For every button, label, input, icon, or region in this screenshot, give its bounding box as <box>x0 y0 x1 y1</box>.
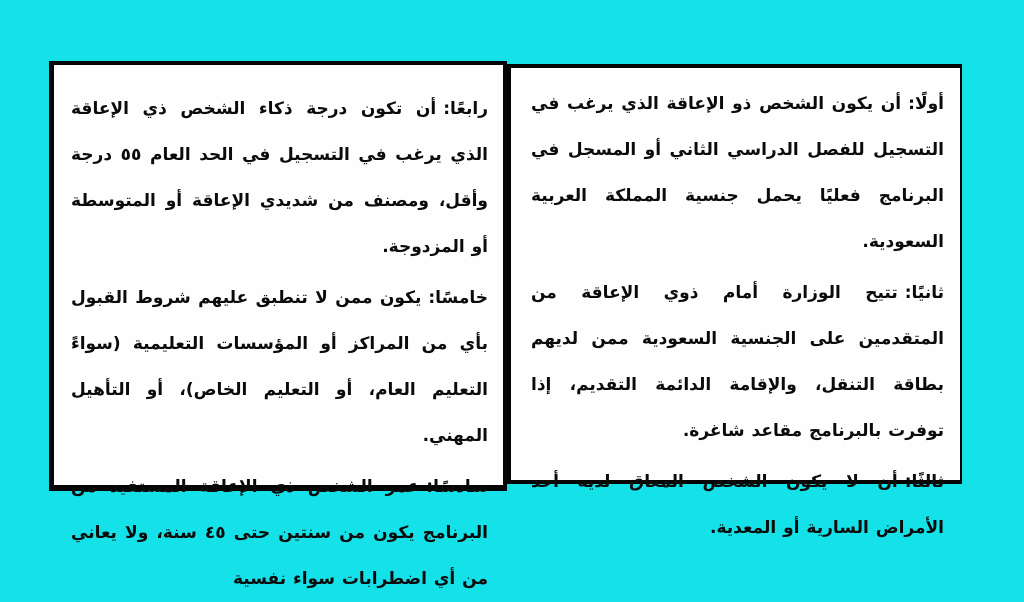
requirement-text-third: أن لا يكون الشخص المعاق لديه أحد الأمراض السارية أو المعدية. <box>531 472 944 538</box>
page-panel-left <box>49 61 507 589</box>
requirement-item-fifth <box>71 275 488 459</box>
requirement-text-sixth: عمر الشخص ذي الإعاقة المستفيد من البرنامج يكون من سنتين حتى ٤٥ سنة، ولا يعاني من أي اضطرابات سواء نفسية <box>71 477 488 589</box>
requirement-text-first: أن يكون الشخص ذو الإعاقة الذي يرغب في التسجيل للفصل الدراسي الثاني أو المسجل في البرنامج فعليًا يحمل جنسية المملكة العربية السعودية. <box>531 94 944 252</box>
ordinal-first: أولًا: <box>908 94 944 114</box>
ordinal-sixth: سادسًا: <box>426 477 488 497</box>
requirement-text-fourth: أن تكون درجة ذكاء الشخص ذي الإعاقة الذي يرغب في التسجيل في الحد العام ٥٥ درجة وأقل، ومصنف من شديدي الإعاقة أو المتوسطة أو المزدوجة. <box>71 99 489 257</box>
ordinal-fifth: خامسًا: <box>428 288 488 308</box>
page-panel-right <box>507 64 962 538</box>
ordinal-fourth: رابعًا: <box>443 99 488 119</box>
requirement-text-fifth: يكون ممن لا تنطبق عليهم شروط القبول بأي من المراكز أو المؤسسات التعليمية (سواءً التعليم العام، أو التعليم الخاص)، أو التأهيل المهني. <box>71 288 488 446</box>
ordinal-second: ثانيًا: <box>904 283 944 303</box>
requirement-item-fourth <box>71 86 488 270</box>
requirement-item-third <box>531 459 944 551</box>
requirement-item-first <box>531 81 944 265</box>
requirement-item-sixth <box>71 464 488 602</box>
requirement-item-second <box>531 270 944 454</box>
requirement-text-second: تتيح الوزارة أمام ذوي الإعاقة من المتقدمين على الجنسية السعودية ممن لديهم بطاقة التنقل، والإقامة الدائمة التقديم، إذا توفرت بالبرنامج مقاعد شاغرة. <box>531 283 944 441</box>
ordinal-third: ثالثًا: <box>904 472 944 492</box>
